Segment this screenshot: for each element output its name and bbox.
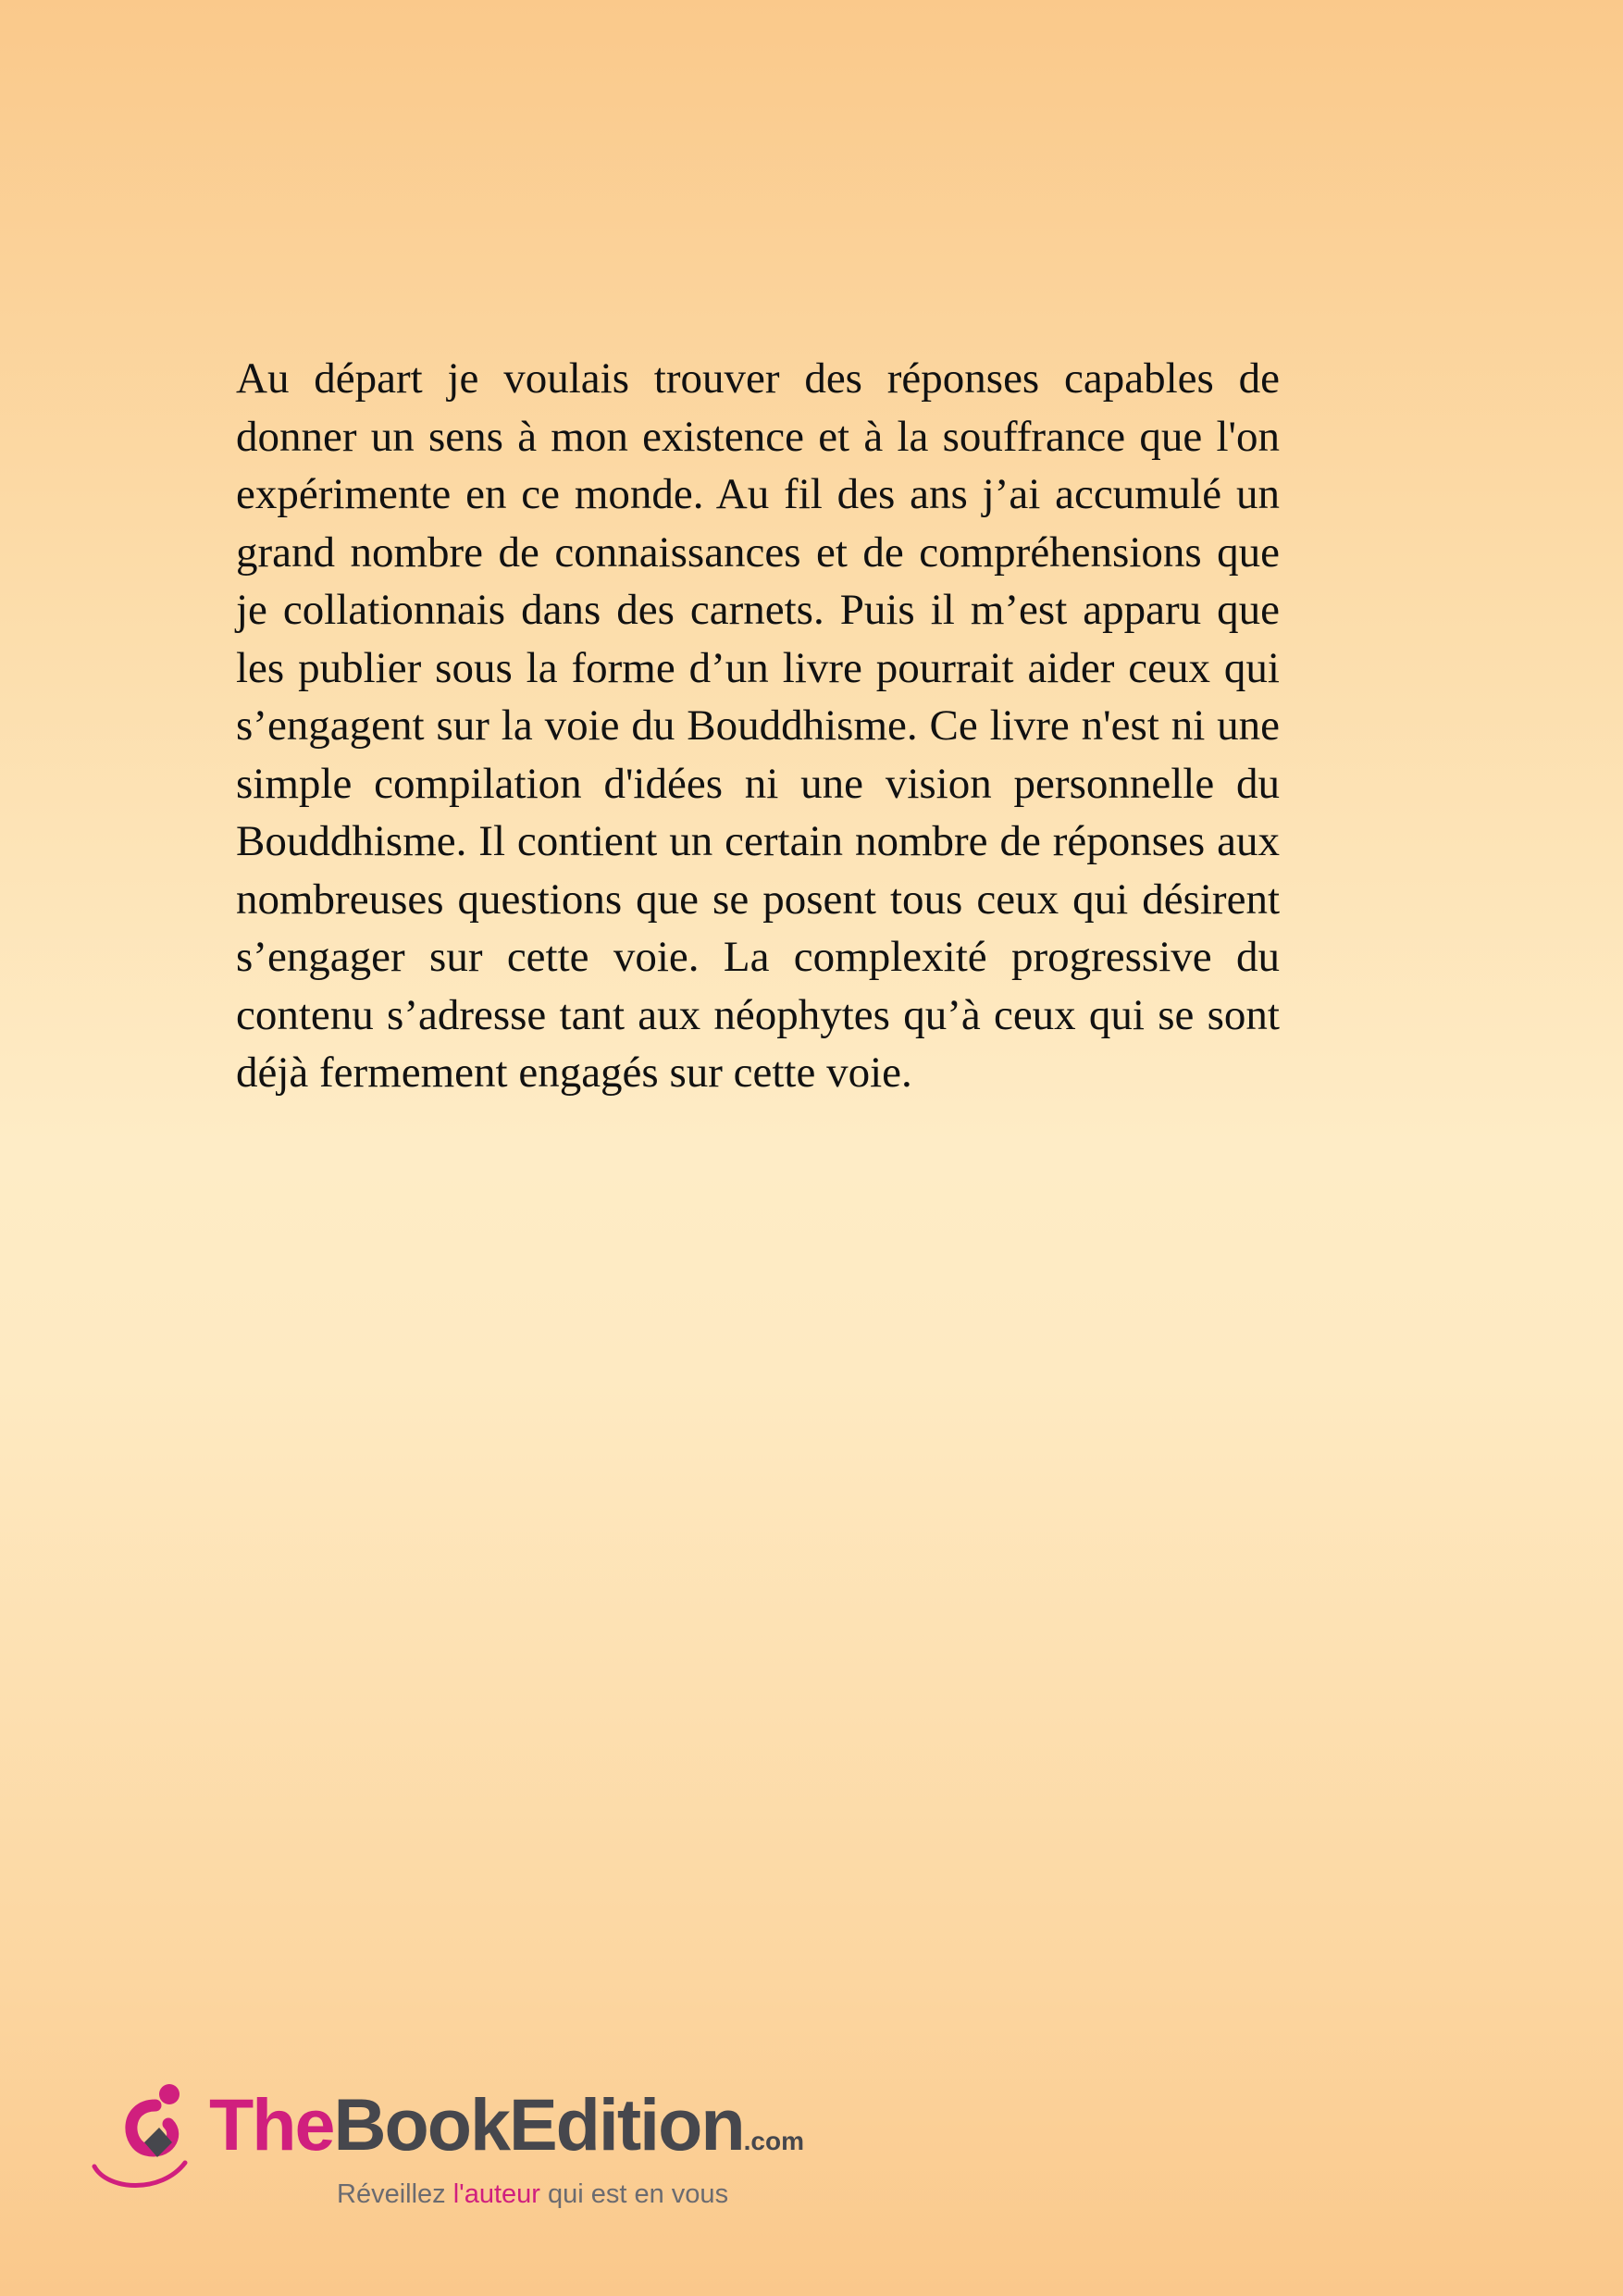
tagline-end: qui est en vous	[539, 2179, 729, 2209]
wordmark-book: Book	[333, 2083, 509, 2166]
wordmark-com: .com	[743, 2127, 804, 2155]
publisher-tagline	[337, 2179, 728, 2210]
tagline-accent: l'auteur	[452, 2179, 540, 2209]
publisher-wordmark	[209, 2083, 804, 2183]
publisher-logo	[89, 2078, 829, 2216]
tagline-start: Réveillez	[337, 2179, 453, 2209]
wordmark-the: The	[209, 2083, 334, 2166]
wordmark-edition: Edition	[508, 2083, 744, 2166]
person-swirl-logo-icon	[89, 2078, 209, 2198]
back-cover-blurb: Au départ je voulais trouver des réponses capables de donner un sens à mon existence et à la souffrance que l'on expérimente en ce monde. Au fil des ans j’ai accumulé un grand nombre de connaissances et de compréhensions que je collationnais dans des carnets. Puis il m’est apparu que les publier sous la forme d’un livre pourrait aider ceux qui s’engagent sur la voie du Bouddhisme. Ce livre n'est ni une simple compilation d'idées ni une vision personnelle du Bouddhisme. Il contient un certain nombre de réponses aux nombreuses questions que se posent tous ceux qui désirent s’engager sur cette voie. La complexité progressive du contenu s’adresse tant aux néophytes qu’à ceux qui se sont déjà fermement engagés sur cette voie.	[236, 354, 1280, 1097]
